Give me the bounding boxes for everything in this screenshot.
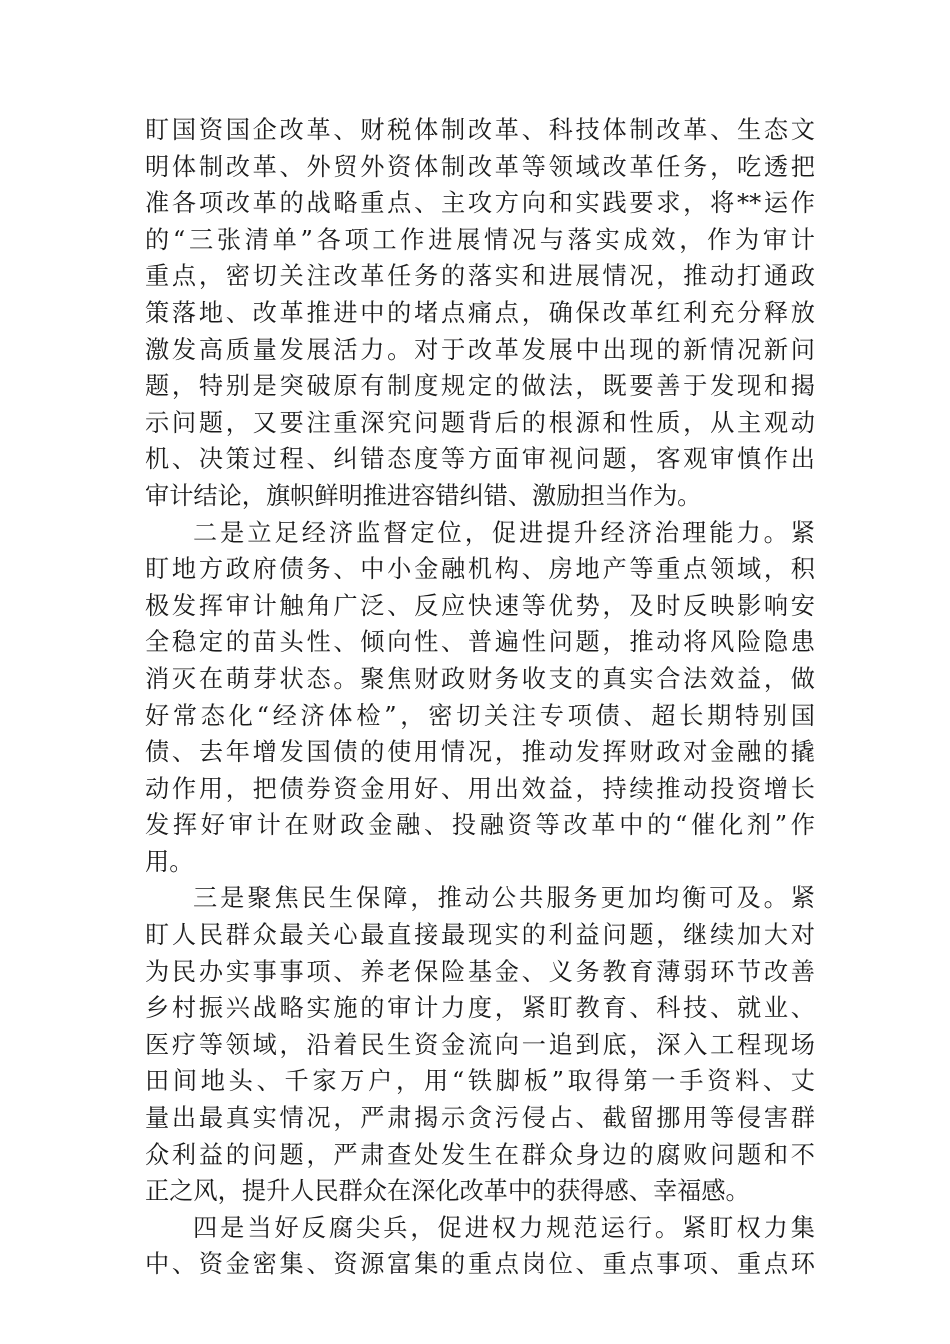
text-line: 重点，密切关注改革任务的落实和进展情况，推动打通政	[145, 262, 815, 291]
text-line: 全稳定的苗头性、倾向性、普遍性问题，推动将风险隐患	[145, 628, 815, 657]
text-line: 量出最真实情况，严肃揭示贪污侵占、截留挪用等侵害群	[145, 1104, 815, 1133]
text-line: 众利益的问题，严肃查处发生在群众身边的腐败问题和不	[145, 1140, 815, 1169]
text-line: 题，特别是突破原有制度规定的做法，既要善于发现和揭	[145, 372, 815, 401]
text-line: 医疗等领域，沿着民生资金流向一追到底，深入工程现场	[145, 1030, 815, 1059]
text-line: 明体制改革、外贸外资体制改革等领域改革任务，吃透把	[145, 152, 815, 181]
text-line: 用。	[145, 847, 194, 876]
text-line: 为民办实事事项、养老保险基金、义务教育薄弱环节改善	[145, 957, 815, 986]
paragraph-first-line: 四是当好反腐尖兵，促进权力规范运行。紧盯权力集	[193, 1213, 815, 1242]
text-line: 盯人民群众最关心最直接最现实的利益问题，继续加大对	[145, 921, 815, 950]
text-line: 中、资金密集、资源富集的重点岗位、重点事项、重点环	[145, 1250, 815, 1279]
text-line: 消灭在萌芽状态。聚焦财政财务收支的真实合法效益，做	[145, 664, 815, 693]
text-line: 好常态化“经济体检”，密切关注专项债、超长期特别国	[145, 701, 815, 730]
text-line: 乡村振兴战略实施的审计力度，紧盯教育、科技、就业、	[145, 994, 815, 1023]
text-line: 审计结论，旗帜鲜明推进容错纠错、激励担当作为。	[145, 481, 702, 510]
text-line: 策落地、改革推进中的堵点痛点，确保改革红利充分释放	[145, 298, 815, 327]
paragraph-first-line: 二是立足经济监督定位，促进提升经济治理能力。紧	[193, 518, 815, 547]
text-line: 的“三张清单”各项工作进展情况与落实成效，作为审计	[145, 225, 815, 254]
text-line: 发挥好审计在财政金融、投融资等改革中的“催化剂”作	[145, 811, 815, 840]
text-line: 动作用，把债券资金用好、用出效益，持续推动投资增长	[145, 774, 815, 803]
text-line: 极发挥审计触角广泛、反应快速等优势，及时反映影响安	[145, 591, 815, 620]
text-line: 盯国资国企改革、财税体制改革、科技体制改革、生态文	[145, 116, 815, 144]
document-body	[145, 112, 815, 1283]
text-line: 田间地头、千家万户，用“铁脚板”取得第一手资料、丈	[145, 1067, 815, 1096]
text-line: 准各项改革的战略重点、主攻方向和实践要求，将**运作	[145, 189, 815, 218]
text-line: 机、决策过程、纠错态度等方面审视问题，客观审慎作出	[145, 445, 815, 474]
text-line: 正之风，提升人民群众在深化改革中的获得感、幸福感。	[145, 1177, 750, 1206]
text-line: 盯地方政府债务、中小金融机构、房地产等重点领域，积	[145, 555, 815, 584]
text-line: 示问题，又要注重深究问题背后的根源和性质，从主观动	[145, 408, 815, 437]
text-line: 激发高质量发展活力。对于改革发展中出现的新情况新问	[145, 335, 815, 364]
text-line: 债、去年增发国债的使用情况，推动发挥财政对金融的撬	[145, 738, 815, 767]
paragraph-first-line: 三是聚焦民生保障，推动公共服务更加均衡可及。紧	[193, 884, 815, 913]
